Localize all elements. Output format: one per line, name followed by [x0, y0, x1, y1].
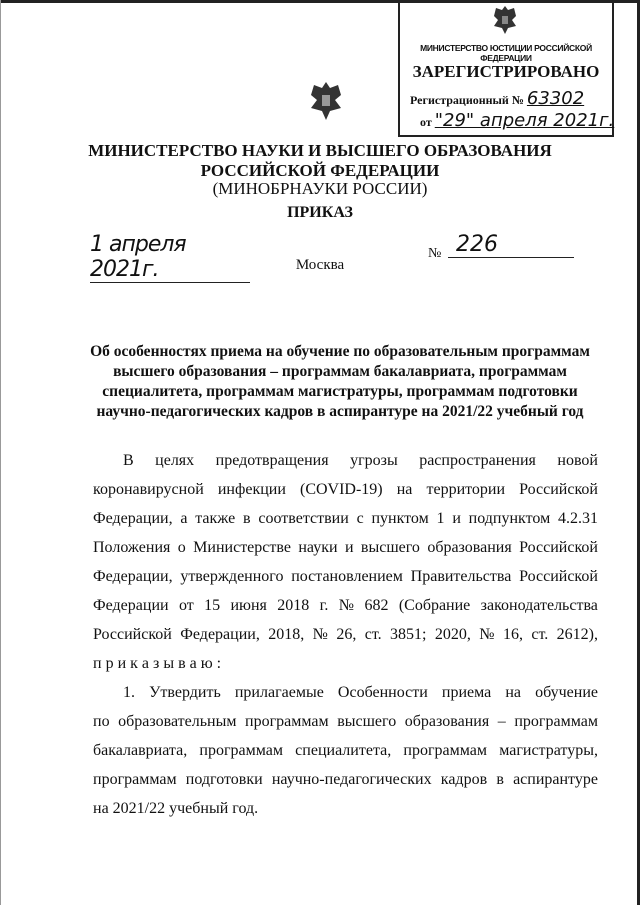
word: 2018	[277, 597, 310, 614]
word: высшего	[360, 539, 420, 556]
word: в	[496, 771, 504, 788]
word: программам	[199, 742, 283, 759]
word: Правительства	[410, 568, 512, 585]
body-line	[93, 533, 598, 562]
word: программам	[403, 742, 488, 759]
word: целях	[155, 452, 195, 469]
word: 3851;	[390, 626, 427, 643]
body-line	[93, 765, 598, 794]
stamp-date-label: от	[420, 115, 432, 129]
word: (COVID-19)	[299, 481, 383, 498]
word: высшего	[337, 713, 397, 730]
word: 682	[364, 597, 389, 614]
word: и	[344, 539, 354, 556]
word: специалитета,	[295, 742, 392, 759]
word: подпунктом	[468, 510, 551, 527]
word: а	[180, 510, 188, 527]
word: №	[312, 626, 328, 643]
word: о	[177, 539, 186, 556]
word: в	[243, 510, 251, 527]
word: Особенности	[337, 684, 428, 701]
body-line	[93, 620, 598, 649]
body-line	[93, 504, 598, 533]
word: обучение	[535, 684, 598, 701]
word: программам	[245, 713, 329, 730]
word: 2018,	[268, 626, 305, 643]
stamp-status: ЗАРЕГИСТРИРОВАНО	[412, 62, 600, 81]
stamp-date-line	[420, 110, 614, 131]
word: кадров	[440, 771, 488, 788]
word: угрозы	[350, 452, 398, 469]
word: соответствии	[258, 510, 349, 527]
registration-stamp	[398, 0, 614, 137]
order-number-label: №	[428, 246, 442, 261]
word: по	[93, 713, 110, 730]
word: №	[479, 626, 495, 643]
word: 4.2.31	[557, 510, 598, 527]
title-line: специалитета, программам магистратуры, программам подготовки	[102, 383, 578, 400]
title-line: высшего образования – программам бакалавриата, программам	[113, 363, 567, 380]
stamp-reg-label: Регистрационный №	[410, 93, 524, 107]
word: Утвердить	[149, 684, 221, 701]
word: науки	[298, 539, 338, 556]
word: на	[505, 684, 521, 701]
stamp-reg-number-line	[410, 88, 584, 109]
word: пунктом	[371, 510, 429, 527]
word: инфекции	[217, 481, 286, 498]
scan-edge-left	[0, 0, 1, 905]
title-line: научно-педагогических кадров в аспирантуре на 2021/22 учебный год	[96, 403, 584, 420]
word: от	[178, 597, 194, 614]
stamp-date: "29" апреля 2021г.	[434, 110, 615, 131]
word: образовательным	[118, 713, 237, 730]
body-line	[93, 591, 598, 620]
word: бакалавриата,	[93, 742, 188, 759]
word: 1.	[123, 684, 135, 701]
word: коронавирусной	[93, 481, 204, 498]
order-title	[80, 342, 600, 422]
word: программам	[514, 713, 598, 730]
doc-type: ПРИКАЗ	[287, 204, 353, 221]
word: (Собрание	[398, 597, 471, 614]
word: новой	[557, 452, 598, 469]
word: Российской	[93, 626, 172, 643]
ministry-name-line2: РОССИЙСКОЙ ФЕДЕРАЦИИ	[200, 161, 440, 180]
word: 16,	[502, 626, 523, 643]
word: Российской	[519, 481, 598, 498]
word: №	[338, 597, 355, 614]
word: на	[396, 481, 413, 498]
body-line	[93, 475, 598, 504]
word: 26,	[336, 626, 357, 643]
ministry-name-line1: МИНИСТЕРСТВО НАУКИ И ВЫСШЕГО ОБРАЗОВАНИЯ	[88, 141, 552, 160]
word: 2020,	[434, 626, 471, 643]
word: территории	[426, 481, 506, 498]
body-line	[93, 736, 598, 765]
word: Министерстве	[193, 539, 291, 556]
order-body	[93, 446, 598, 823]
word: научно-педагогических	[271, 771, 432, 788]
word: ст.	[364, 626, 382, 643]
word: 15	[204, 597, 221, 614]
order-date: 1 апреля 2021г.	[90, 232, 250, 283]
word: Федерации,	[93, 568, 173, 585]
word: г.	[319, 597, 329, 614]
word: Российской	[519, 539, 598, 556]
word: Федерации	[93, 597, 169, 614]
body-line	[93, 678, 598, 707]
word: распространения	[419, 452, 536, 469]
coat-of-arms-icon	[307, 80, 345, 122]
word: законодательства	[480, 597, 598, 614]
order-number: 226	[448, 232, 574, 258]
body-line	[93, 446, 598, 475]
word: и	[452, 510, 461, 527]
word: Федерации,	[93, 510, 173, 527]
word: 1	[436, 510, 445, 527]
word: постановлением	[291, 568, 403, 585]
body-line: на 2021/22 учебный год.	[93, 800, 259, 817]
title-line: Об особенностях приема на обучение по образовательным программам	[90, 343, 590, 360]
word: прилагаемые	[234, 684, 324, 701]
word: утвержденного	[180, 568, 284, 585]
word: образования	[404, 713, 490, 730]
word: приема	[441, 684, 492, 701]
word: предотвращения	[215, 452, 329, 469]
word: аспирантуре	[513, 771, 598, 788]
body-line	[93, 707, 598, 736]
word: подготовки	[185, 771, 263, 788]
body-line-order-word: п р и к а з ы в а ю :	[93, 655, 222, 672]
word: июня	[230, 597, 267, 614]
ministry-abbrev: (МИНОБРНАУКИ РОССИИ)	[212, 179, 428, 198]
coat-of-arms-icon	[490, 4, 520, 36]
stamp-ministry: МИНИСТЕРСТВО ЮСТИЦИИ РОССИЙСКОЙ ФЕДЕРАЦИИ	[420, 43, 592, 63]
word: В	[123, 452, 134, 469]
word: Федерации,	[180, 626, 260, 643]
stamp-reg-number: 63302	[526, 88, 585, 109]
word: Российской	[519, 568, 598, 585]
word: –	[497, 713, 506, 730]
word: Положения	[93, 539, 171, 556]
body-line	[93, 562, 598, 591]
word: ст.	[531, 626, 549, 643]
word: программам	[93, 771, 177, 788]
word: образования	[427, 539, 512, 556]
word: также	[195, 510, 236, 527]
word: магистратуры,	[499, 742, 598, 759]
order-city: Москва	[295, 257, 345, 273]
word: 2612),	[556, 626, 598, 643]
word: с	[356, 510, 364, 527]
